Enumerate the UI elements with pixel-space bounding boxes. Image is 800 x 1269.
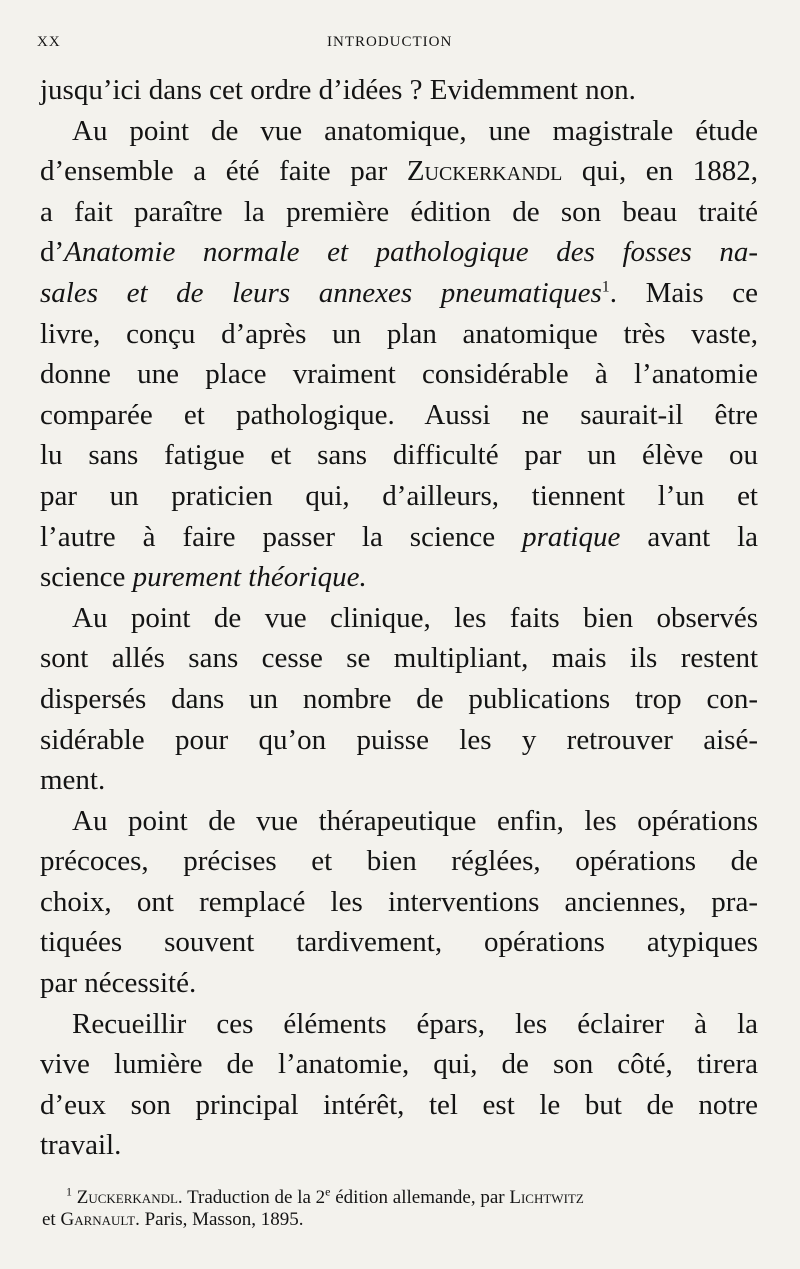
- paragraph-start-line: [40, 1004, 758, 1045]
- text-line: [40, 354, 758, 395]
- text-line: [40, 963, 758, 1004]
- text-span: science: [40, 561, 133, 594]
- footnote-author: Zuckerkandl: [76, 1187, 178, 1208]
- book-title-continued: sales et de leurs annexes pneumatiques: [40, 276, 602, 309]
- text-span: travail.: [40, 1129, 122, 1162]
- text-span: jusqu’ici dans cet ordre d’idées ? Evidemment non.: [40, 74, 636, 106]
- main-text: [40, 70, 758, 1166]
- footnote-marker: 1: [66, 1184, 72, 1199]
- text-line: [40, 1085, 758, 1126]
- text-line: [40, 638, 758, 679]
- text-line: [40, 395, 758, 436]
- paragraph-start-line: [40, 111, 758, 152]
- text-span: lu sans fatigue et sans difficulté par un élève ou: [40, 439, 758, 472]
- book-title: Anatomie normale et pathologique des fosses na-: [64, 236, 758, 269]
- page-number: XX: [37, 34, 61, 50]
- text-span: par un praticien qui, d’ailleurs, tiennent l’un et: [40, 479, 758, 512]
- text-span: choix, ont remplacé les interventions anciennes, pra-: [40, 885, 758, 918]
- text-line: [40, 679, 758, 720]
- text-span: d’: [40, 236, 65, 269]
- text-span: Au point de vue anatomique, une magistrale étude: [72, 114, 758, 147]
- text-line: [40, 1044, 758, 1085]
- text-line: [40, 760, 758, 801]
- text-line: [40, 922, 758, 963]
- footnote-text: . Traduction de la 2: [177, 1187, 326, 1208]
- text-span: qui, en 1882,: [562, 155, 758, 188]
- footnote-line: [42, 1184, 764, 1209]
- text-line: [40, 476, 758, 517]
- text-line: [40, 557, 758, 598]
- paragraph-start-line: [40, 598, 758, 639]
- running-head: [37, 34, 760, 56]
- text-span: Au point de vue clinique, les faits bien observés: [72, 601, 758, 634]
- text-line: [40, 70, 758, 111]
- text-span: comparée et pathologique. Aussi ne saurait-il être: [40, 398, 758, 431]
- text-span: . Mais ce: [609, 276, 758, 309]
- text-line: [40, 273, 758, 314]
- running-title: INTRODUCTION: [327, 34, 453, 50]
- text-span: avant la: [620, 520, 759, 553]
- text-line: [40, 882, 758, 923]
- text-span: dispersés dans un nombre de publications trop con-: [40, 682, 758, 715]
- text-span: d’eux son principal intérêt, tel est le but de notre: [40, 1088, 758, 1121]
- text-span: vive lumière de l’anatomie, qui, de son côté, tirera: [40, 1048, 758, 1081]
- text-span: a fait paraître la première édition de son beau traité: [40, 195, 758, 228]
- text-line: [40, 720, 758, 761]
- text-span: sidérable pour qu’on puisse les y retrouver aisé-: [40, 723, 758, 756]
- translator-name: Lichtwitz: [509, 1187, 584, 1208]
- paragraph-start-line: [40, 801, 758, 842]
- text-span: donne une place vraiment considérable à l’anatomie: [40, 358, 758, 391]
- emphasis-text: pratique: [522, 520, 621, 553]
- text-span: tiquées souvent tardivement, opérations atypiques: [40, 926, 758, 959]
- text-span: ment.: [40, 764, 106, 797]
- ordinal-superscript: e: [325, 1184, 331, 1199]
- footnote-text: édition allemande, par: [330, 1187, 510, 1208]
- translator-name: Garnault: [60, 1209, 136, 1230]
- text-span: Au point de vue thérapeutique enfin, les opérations: [72, 804, 758, 837]
- emphasis-text: purement théorique.: [132, 561, 367, 594]
- text-span: Recueillir ces éléments épars, les éclairer à la: [72, 1007, 758, 1040]
- footnote-reference[interactable]: 1: [601, 278, 610, 296]
- text-span: livre, conçu d’après un plan anatomique très vaste,: [40, 317, 758, 350]
- text-line: [40, 1125, 758, 1166]
- text-span: l’autre à faire passer la science: [40, 520, 523, 553]
- text-line: [40, 151, 758, 192]
- text-span: précoces, précises et bien réglées, opérations de: [40, 845, 758, 878]
- footnote-text: . Paris, Masson, 1895.: [135, 1209, 304, 1230]
- text-line: [40, 435, 758, 476]
- text-span: d’ensemble a été faite par: [40, 155, 407, 188]
- footnote: [42, 1184, 764, 1231]
- text-line: [40, 841, 758, 882]
- text-line: [40, 314, 758, 355]
- footnote-line: [42, 1209, 764, 1231]
- text-span: par nécessité.: [40, 967, 197, 1000]
- text-span: sont allés sans cesse se multipliant, mais ils restent: [40, 642, 758, 675]
- author-name: Zuckerkandl: [406, 155, 563, 188]
- footnote-text: et: [42, 1209, 61, 1230]
- text-line: [40, 517, 758, 558]
- text-line: [40, 232, 758, 273]
- text-line: [40, 192, 758, 233]
